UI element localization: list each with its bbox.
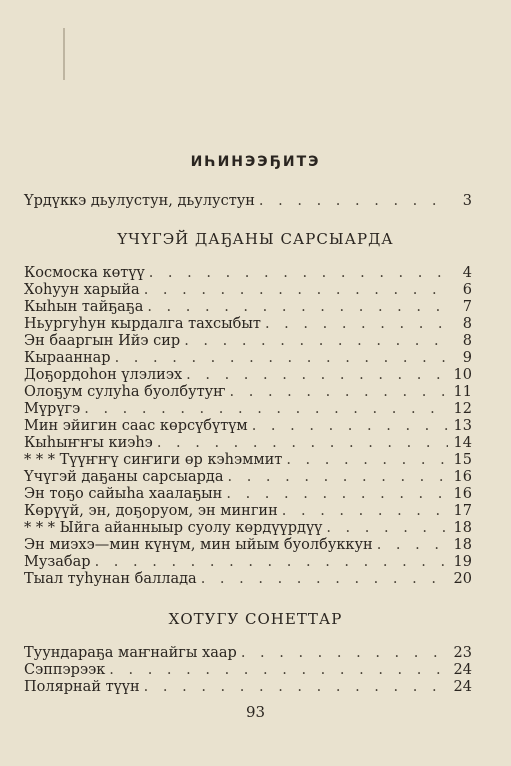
entry-title: Доҕордоһон үлэлиэх: [24, 367, 183, 383]
dot-leader: [109, 661, 448, 679]
dot-leader: [377, 536, 448, 554]
entry-page: 24: [453, 679, 472, 695]
toc-entry: [24, 298, 472, 316]
dot-leader: [184, 332, 448, 350]
dot-leader: [259, 192, 448, 210]
entry-title: Тыал туһунан баллада: [24, 571, 197, 587]
dot-leader: [230, 383, 448, 401]
entry-title: Көрүүй, эн, доҕоруом, эн мингин: [24, 503, 278, 519]
dot-leader: [241, 644, 448, 662]
toc-entry: [24, 519, 472, 537]
toc-entry-intro: [24, 192, 472, 210]
entry-title: Үрдүккэ дьулустун, дьулустун: [24, 193, 255, 209]
entry-page: 11: [453, 384, 472, 400]
dot-leader: [84, 400, 448, 418]
entry-title: Космоска көтүү: [24, 265, 145, 281]
entry-page: 23: [453, 645, 472, 661]
entry-page: 18: [453, 520, 472, 536]
entry-title: Кыһын тайҕаҕа: [24, 299, 144, 315]
toc-entry: [24, 264, 472, 282]
toc-entry: [24, 315, 472, 333]
dot-leader: [252, 417, 448, 435]
toc-entry: [24, 644, 472, 662]
toc-entry: [24, 536, 472, 554]
entry-page: 18: [453, 537, 472, 553]
entry-title: Туундараҕа маҥнайгы хаар: [24, 645, 237, 661]
entry-page: 15: [453, 452, 472, 468]
toc-entry: [24, 281, 472, 299]
entry-title: Үчүгэй даҕаны сарсыарда: [24, 469, 224, 485]
entry-page: 16: [453, 486, 472, 502]
toc-entry: [24, 383, 472, 401]
entry-page: 7: [462, 299, 472, 315]
entry-title: Сэппэрээк: [24, 662, 106, 678]
entry-title: Эн тоҕо сайыһа хаалаҕын: [24, 486, 223, 502]
entry-page: 14: [453, 435, 472, 451]
dot-leader: [115, 349, 448, 367]
entry-page: 17: [453, 503, 472, 519]
entry-page: 4: [462, 265, 472, 281]
entry-title: Полярнай түүн: [24, 679, 140, 695]
toc-entry: [24, 366, 472, 384]
section-heading-2: ХОТУГУ СОНЕТТАР: [168, 610, 343, 628]
section-heading-1: ҮЧҮГЭЙ ДАҔАНЫ САРСЫАРДА: [117, 230, 394, 248]
dot-leader: [286, 451, 448, 469]
dot-leader: [95, 553, 448, 571]
dot-leader: [201, 570, 448, 588]
toc-entry: [24, 332, 472, 350]
dot-leader: [144, 281, 448, 299]
dot-leader: [226, 485, 448, 503]
entry-title: Олоҕум сулуһа буолбутуҥ: [24, 384, 226, 400]
entry-title: Эн миэхэ—мин күнүм, мин ыйым буолбуккун: [24, 537, 373, 553]
entry-page: 8: [462, 333, 472, 349]
entry-title: * * * Ыйга айанныыр суолу көрдүүрдүү: [24, 520, 323, 536]
toc-entry: [24, 502, 472, 520]
toc-entry: [24, 434, 472, 452]
paper-crease: [63, 28, 65, 80]
toc-entry: [24, 468, 472, 486]
toc-entry: [24, 661, 472, 679]
entry-title: Мин эйигин саас көрсүбүтүм: [24, 418, 248, 434]
toc-entry: [24, 485, 472, 503]
entry-title: Музабар: [24, 554, 91, 570]
dot-leader: [282, 502, 448, 520]
entry-page: 13: [453, 418, 472, 434]
dot-leader: [326, 519, 448, 537]
entry-page: 20: [453, 571, 472, 587]
toc-entry: [24, 349, 472, 367]
dot-leader: [149, 264, 448, 282]
page-number: 93: [245, 703, 266, 721]
entry-title: Кырааннар: [24, 350, 111, 366]
entry-page: 19: [453, 554, 472, 570]
contents-title: ИҺИНЭЭҔИТЭ: [190, 154, 321, 170]
entry-page: 3: [462, 193, 472, 209]
entry-title: Ньургуһун кырдалга тахсыбыт: [24, 316, 261, 332]
entry-page: 9: [462, 350, 472, 366]
dot-leader: [144, 678, 448, 696]
entry-page: 16: [453, 469, 472, 485]
dot-leader: [227, 468, 448, 486]
toc-entry: [24, 417, 472, 435]
entry-page: 6: [462, 282, 472, 298]
toc-entry: [24, 553, 472, 571]
toc-entry: [24, 400, 472, 418]
entry-title: Мүрүгэ: [24, 401, 81, 417]
entry-page: 24: [453, 662, 472, 678]
entry-page: 10: [453, 367, 472, 383]
dot-leader: [265, 315, 448, 333]
toc-entry: [24, 570, 472, 588]
dot-leader: [147, 298, 448, 316]
entry-page: 8: [462, 316, 472, 332]
entry-title: Кыһыҥҥы киэһэ: [24, 435, 153, 451]
entry-page: 12: [453, 401, 472, 417]
entry-title: Эн бааргын Ийэ сир: [24, 333, 181, 349]
toc-entry: [24, 678, 472, 696]
entry-title: * * * Түүҥҥү сиҥиги өр кэһэммит: [24, 452, 283, 468]
toc-entry: [24, 451, 472, 469]
entry-title: Хоһуун харыйа: [24, 282, 140, 298]
dot-leader: [157, 434, 448, 452]
dot-leader: [186, 366, 448, 384]
